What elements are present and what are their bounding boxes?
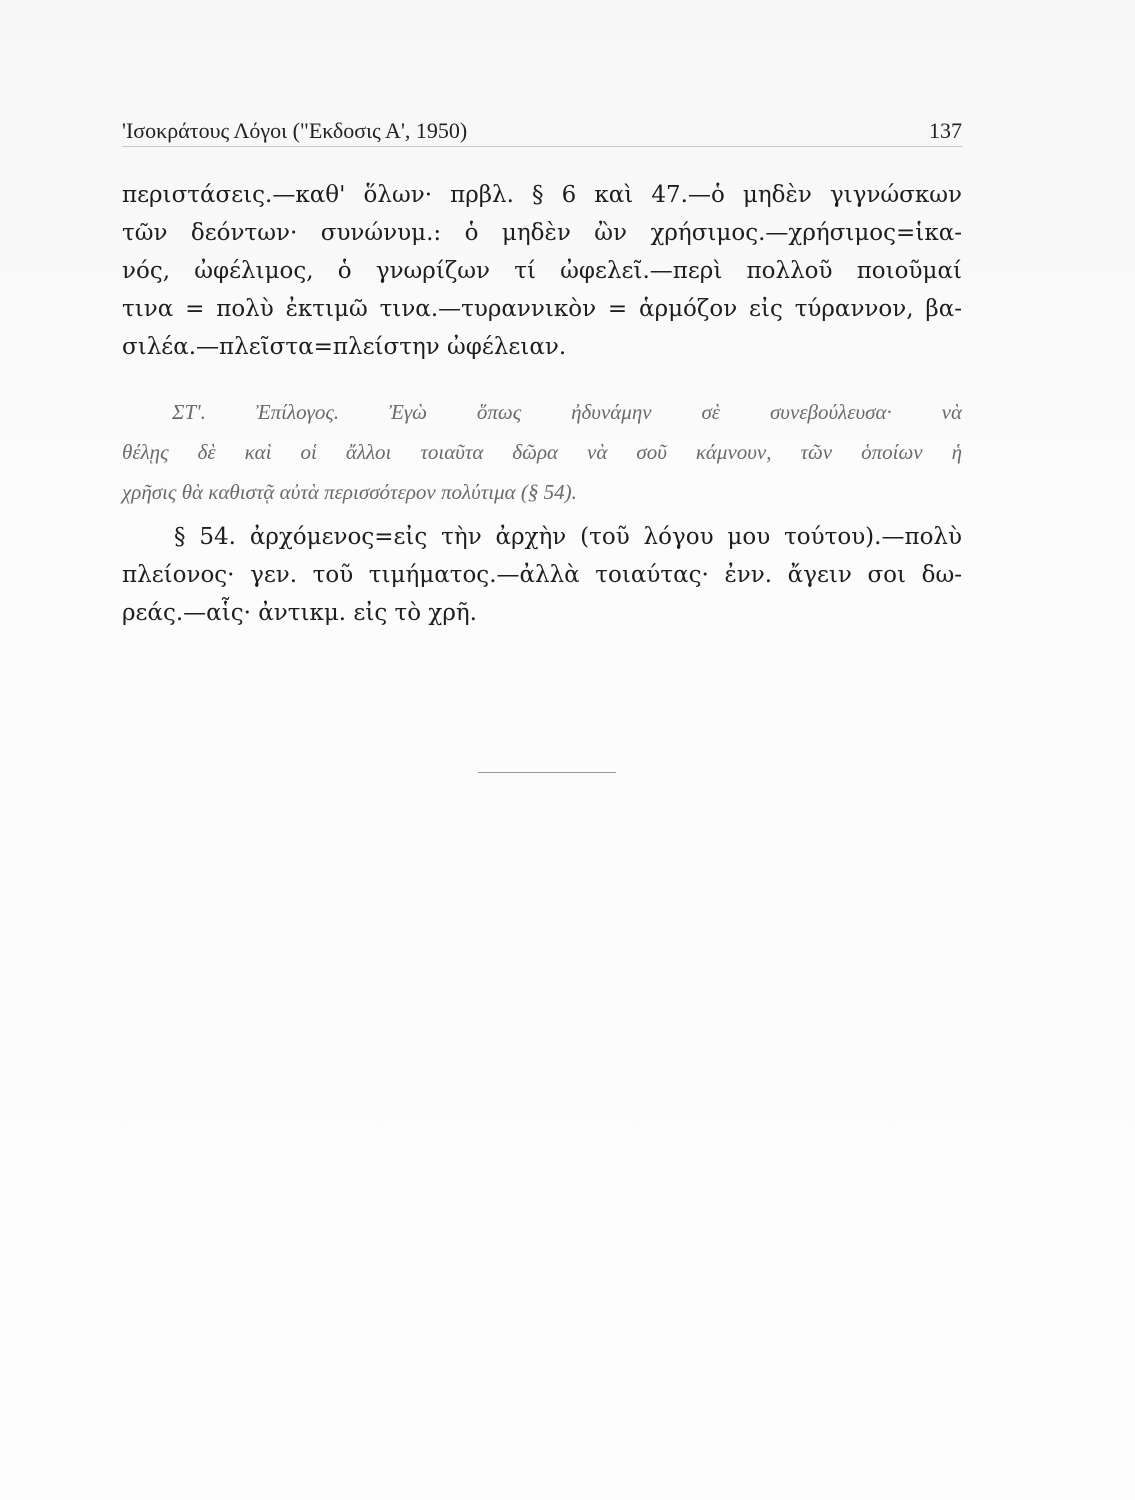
commentary-paragraph-1	[122, 176, 962, 366]
text-line: πλείονος· γεν. τοῦ τιμήματος.—ἀλλὰ τοιαύτας· ἐνν. ἄγειν σοι δω-	[122, 562, 962, 588]
text-line: ρεάς.—αἷς· ἀντικμ. εἰς τὸ χρῆ.	[122, 600, 477, 626]
running-title: 'Ισοκράτους Λόγοι ("Εκδοσις Α', 1950)	[122, 118, 468, 143]
section-54-paragraph	[122, 518, 962, 632]
text-line: χρῆσις θὰ καθιστᾷ αὐτὰ περισσότερον πολύτιμα (§ 54).	[122, 480, 577, 504]
section-end-rule	[478, 772, 616, 773]
text-line: σιλέα.—πλεῖστα=πλείστην ὠφέλειαν.	[122, 334, 567, 360]
text-line: νός, ὠφέλιμος, ὁ γνωρίζων τί ὠφελεῖ.—περὶ πολλοῦ ποιοῦμαί	[122, 258, 962, 284]
text-line: περιστάσεις.—καθ' ὅλων· πρβλ. § 6 καὶ 47.—ὁ μηδὲν γιγνώσκων	[122, 182, 962, 208]
text-line: τινα = πολὺ ἐκτιμῶ τινα.—τυραννικὸν = ἁρμόζον εἰς τύραννον, βα-	[122, 296, 962, 322]
header-rule	[122, 146, 962, 147]
text-line: ΣΤ'. Ἐπίλογος. Ἐγὼ ὅπως ἠδυνάμην σὲ συνεβούλευσα· νὰ	[172, 400, 962, 424]
epilogue-paragraph	[122, 392, 962, 512]
text-line: τῶν δεόντων· συνώνυμ.: ὁ μηδὲν ὢν χρήσιμος.—χρήσιμος=ἱκα-	[122, 220, 962, 246]
page-number: 137	[929, 118, 962, 143]
text-line: § 54. ἀρχόμενος=εἰς τὴν ἀρχὴν (τοῦ λόγου μου τούτου).—πολὺ	[174, 524, 962, 550]
running-header	[122, 118, 962, 144]
text-line: θέλῃς δὲ καὶ οἱ ἄλλοι τοιαῦτα δῶρα νὰ σοῦ κάμνουν, τῶν ὁποίων ἡ	[122, 440, 962, 464]
